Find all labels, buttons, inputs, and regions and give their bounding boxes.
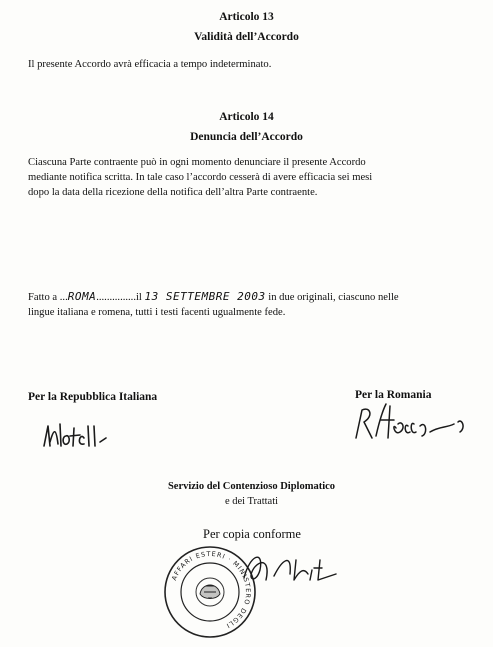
article-13-number: Articolo 13 [219, 11, 274, 23]
il-label: il [135, 292, 142, 303]
handwritten-place: ROMA [67, 290, 97, 303]
article-14-line-3: dopo la data della ricezione della notifica dell’altra Parte contraente. [28, 187, 318, 198]
article-14-number: Articolo 14 [219, 111, 274, 123]
fatto-prefix: Fatto a ... [28, 292, 68, 303]
copy-conforme-label: Per copia conforme [203, 527, 301, 541]
article-14-line-2: mediante notifica scritta. In tale caso l’accordo cesserà di avere efficacia sei mesi [28, 172, 373, 183]
italy-signature [40, 418, 150, 454]
romania-signatory-label: Per la Romania [355, 389, 432, 401]
signing-line-2: lingue italiana e romena, tutti i testi facenti ugualmente fede. [28, 307, 286, 318]
dots-filler: ............... [96, 292, 136, 303]
article-13-heading: Validità dell’Accordo [194, 31, 299, 43]
signing-line-1 [28, 290, 399, 305]
romania-signature [350, 398, 480, 446]
service-line-1: Servizio del Contenzioso Diplomatico [167, 481, 336, 492]
service-line-2: e dei Trattati [224, 496, 279, 507]
article-14-line-1: Ciascuna Parte contraente può in ogni momento denunciare il presente Accordo [28, 157, 366, 168]
stamp-text: AFFARI ESTERI · MINISTERO DEGLI [170, 549, 253, 630]
emblem-icon [196, 578, 224, 606]
handwritten-date: 13 SETTEMBRE 2003 [144, 290, 266, 303]
italy-signatory-label: Per la Repubblica Italiana [28, 391, 158, 403]
article-14-heading: Denuncia dell’Accordo [190, 131, 303, 143]
signing-suffix: in due originali, ciascuno nelle [268, 292, 399, 303]
article-13-text: Il presente Accordo avrà efficacia a tempo indeterminato. [28, 59, 272, 70]
copy-signature [240, 540, 340, 590]
